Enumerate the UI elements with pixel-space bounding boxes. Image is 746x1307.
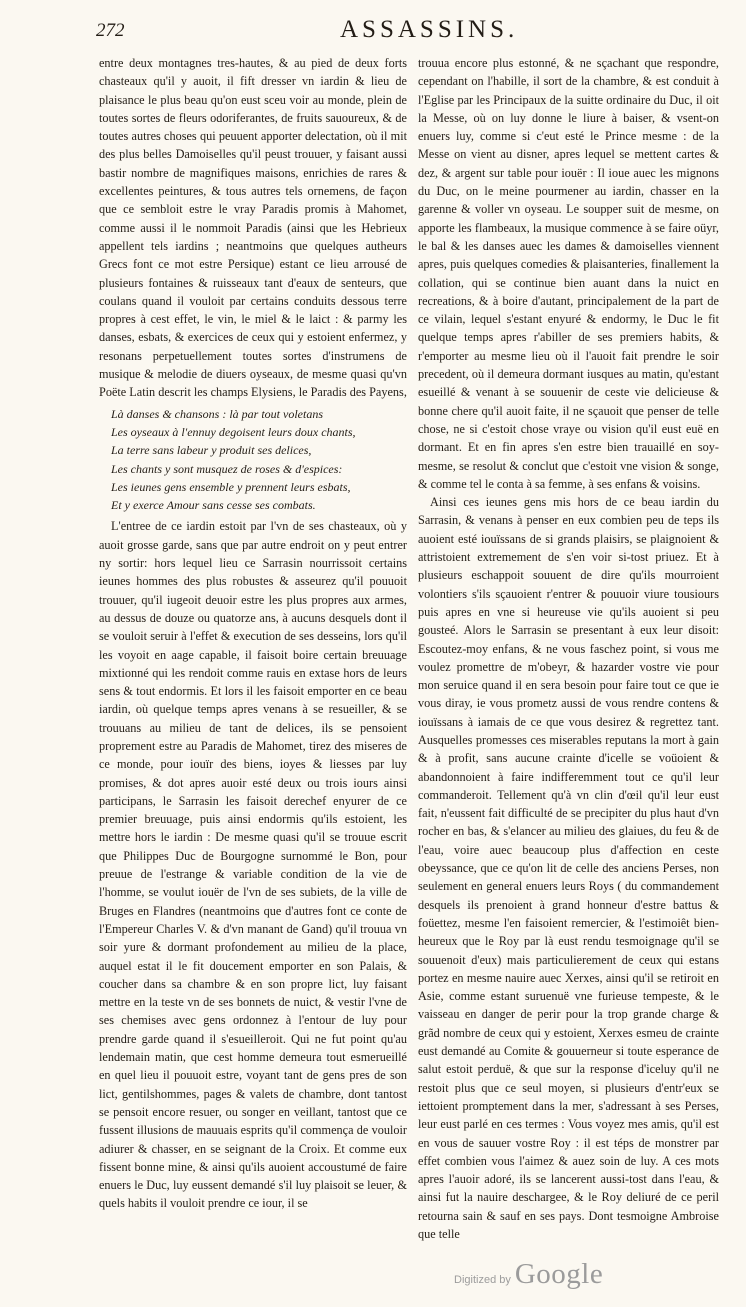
poem-line: Les chants y sont musquez de roses & d'espices: (111, 461, 343, 476)
left-paragraph-2: L'entree de ce iardin estoit par l'vn de ses chasteaux, où y auoit grosse garde, sans que par autre endroit on y peut entrer ny sortir: hors lequel lieu ce Sarrasin nourrissoit certains ieunes hommes des plus robustes & asseurez qu'il pouuoit trouuer, qu'il iugeoit deuoir estre les plus propres aux armes, au dessus de douze ou quatorze ans, à aucuns desquels dont il se vouloit seruir à l'effet & execution de ses desseins, lors qu'il les voyoit en aage capable, il faisoit boire certain breuuage mixtionné qui les rendoit comme rauis en extase hors de leurs sens & tout endormis. Et lors il les faisoit emporter en ce beau iardin, où quelque temps apres venans à se resueiller, & se trouuans au milieu de tant de delices, ils se pensoient proprement estre au Paradis de Mahomet, tirez des miseres de ce monde, pour iouïr des biens, ioyes & liesses par luy promises, & dot apres auoir esté deux ou trois iours ainsi participans, le Sarrasin les faisoit derechef enyurer de ce premier breuuage, puis ainsi endormis qu'ils estoient, les mettre hors le iardin : De mesme quasi qu'il se trouue escrit que Philippes Duc de Bourgogne surnommé le Bon, pour preuue de l'estrange & variable condition de la vie de l'homme, se voulut iouër de l'vn de ses subiets, de la ville de Bruges en Flandres (neantmoins que d'autres font ce conte de l'Empereur Charles V. & d'vn manant de Gand) qu'il trouua vn soir yure & dormant profondement au milieu de la place, auquel estat il le fit doucement emporter en son Palais, & coucher dans sa chambre & en son propre lict, luy faisant mettre en la teste vn de ses bonnets de nuict, & vestir l'vne de ses chemises avec gens ordonnez à l'entour de luy pour prendre garde quand il s'esueilleroit. Qui ne fut point qu'au lendemain matin, que cest homme demeura tout esmerueillé en quel lieu il pouuoit estre, voyant tant de gens pres de son lict, gentilshommes, pages & valets de chambre, dont tantost se pensoit encore resuer, ou songer en veillant, tantost que ce fussent illusions de mauuais esprits qu'il commença de vouloir adiurer & chasser, en se seignant de la Croix. Et comme eux fissent bonne mine, & ainsi qu'ils auoient accoustumé de faire enuers le Duc, luy eussent demandé s'il luy plaisoit se leuer, & quels habits il vouloit prendre ce iour, il se (99, 519, 407, 1211)
poem-line: Et y exerce Amour sans cesse ses combats. (111, 498, 316, 513)
page-number: 272 (96, 20, 125, 41)
poem-line: La terre sans labeur y produit ses delices, (111, 443, 312, 458)
left-column (99, 54, 407, 1224)
poem-line: Les ieunes gens ensemble y prennent leurs esbats, (111, 479, 351, 494)
right-paragraph-2: Ainsi ces ieunes gens mis hors de ce beau iardin du Sarrasin, & venans à penser en eux combien peu de teps ils auoient esté iouïssans de si grands plaisirs, se plaignoient & attristoient extremement de s'en voir si-tost priuez. Et à plusieurs eschappoit souuent de dire qu'ils mourroient volontiers s'ils sçauoient r'entrer & pouuoir viure tousiours puis apres en vne si heureuse vie qu'ils auoient si peu gousteé. Alors le Sarrasin se presentant à eux leur disoit: Escoutez-moy enfans, & ne vous faschez point, si vous me voulez promettre de m'obeyr, & hazarder vostre vie pour mon seruice quand il en sera besoin pour faire tout ce que ie vous diray, ie vous prometz aussi de vous rendre contens & iouïssans à iamais de ce que vous desirez & regrettez tant. Ausquelles promesses ces miserables reputans la mort à gain & à profit, sans aucune crainte d'icelle se voüoient & abandonnoient à faire indifferemment tout ce qu'il leur commanderoit. Tellement qu'à vn clin d'œil qu'il leur eust fait, n'eussent fait difficulté de se precipiter du plus haut d'vn rocher en bas, & s'elancer au milieu des glaiues, du feu & de l'eau, voire auec beaucoup plus d'affection en ceste obeyssance, que ce qu'on lit de celle des anciens Perses, non seulement en general enuers leurs Roys ( du commandement desquels ils prenoient à grand honneur d'estre battus & foüettez, mesme l'en faisoient remercier, & l'estimoiêt bien-heureux que le Roy par là eust rendu tesmoignage qu'il se souuenoit d'eux) mais particulierement de ceux qui estans portez en mesme nauire auec Xerxes, ainsi qu'il se retiroit en Asie, comme estant suruenuë vne furieuse tempeste, & le vaisseau en danger de perir pour la trop grande charge & grãd nombre de ceux qui y estoient, Xerxes esmeu de crainte eust demandé au Comite & gouuerneur si toute esperance de salut estoit perduë, & que sur la response d'iceluy qu'il ne restoit plus que ce seul moyen, si plusieurs d'entr'eux se iettoient promptement dans la mer, s'adressant à ses Perses, leur eust parlé en ces termes : Vous voyez mes amis, qu'il est en vous de sauuer vostre Roy : il est téps de monstrer par effet combien vous l'aimez & auez soin de luy. A ces mots apres l'auoir adoré, ils se lancerent aussi-tost dans l'eau, & ainsi fut la nauire deschargee, & le Roy deliuré de ce peril retourna sain & sauf en ses pays. Dont tesmoigne Ambroise que telle (418, 495, 719, 1241)
poem-line: Les oyseaux à l'ennuy degoisent leurs doux chants, (111, 424, 356, 439)
right-paragraph-1: trouua encore plus estonné, & ne sçachant que respondre, cependant on l'habille, il sort de la chambre, & est conduit à l'Eglise par les Principaux de la suitte ordinaire du Duc, il oit la Messe, où on luy donne le liure à baiser, & vsent-on enuers luy, comme si c'eut esté le Prince mesme : de la Messe on vient au disner, apres lequel se mettent cartes & dez, & argent sur table pour iouër : Il ioue auec les mignons du Duc, on le meine pourmener au iardin, chasser en la garenne & voller vn oyseau. Le soupper suit de mesme, on apporte les flambeaux, la musique commence à se faire oüyr, le bal & les danses auec les dames & damoiselles viennent apres, puis quelques comedies & plaisanteries, finallement la collation, qui se continue bien auant dans la nuict en recreations, & à boire d'autant, principalement de la part de ce vilain, lequel s'estant enyuré & endormy, le Duc le fit quelque temps apres r'abiller de ses premiers habits, & r'emporter au mesme lieu où il l'auoit fait prendre le soir precedent, où il demeura dormant iusques au matin, qu'estant esueillé & venant à se souuenir de ceste vie delicieuse & bonne chere qu'il auoit faite, il ne sçauoit que penser de telle chose, ne si c'estoit chose vraye ou vision qu'il eust euë en dormant. Et en fin apres s'en estre bien trauaillé en soy-mesme, se resolut & conclut que c'estoit vne vision & songe, & comme tel le conta à sa femme, à ses enfans & voisins. (418, 56, 719, 491)
watermark-prefix: Digitized by (454, 1274, 511, 1286)
google-logo: Google (514, 1258, 604, 1290)
right-column (418, 54, 719, 1241)
left-paragraph-1: entre deux montagnes tres-hautes, & au pied de deux forts chasteaux qu'il y auoit, il fift dresser vn iardin & lieu de plaisance le plus beau qu'on eust sceu voir au monde, plein de toutes sortes de fleurs odoriferantes, de fruits sauoureux, & de toutes autres choses qui peuuent apporter delectation, où il mit des plus belles Damoiselles qu'il peust trouuer, y faisant aussi bastir nombre de magnifiques maisons, enrichies de rares & excellentes peintures, & tous autres tels ornemens, de façon que ce sembloit estre le vray Paradis promis à Mahomet, comme aussi il le nommoit Paradis (ainsi que les Hebrieux appellent tels iardins ; neantmoins que quelques autheurs Grecs font ce mot estre Persique) estant ce lieu arrousé de plusieurs fontaines & ruisseaux tant d'eaux de senteurs, que coulans quand il vouloit par certains conduits dessous terre propres à cest effet, le vin, le miel & le laict : & parmy les danses, esbats, & exercices de ceux qui y estoient enfermez, y resonans perpetuellement toutes sortes d'instrumens de musique & melodie de diuers oyseaux, de mesme quasi qu'vn Poëte Latin descrit les champs Elysiens, le Paradis des Payens, (99, 56, 407, 400)
poem-quote (111, 405, 407, 515)
running-title: ASSASSINS. (340, 16, 519, 43)
poem-line: Là danses & chansons : là par tout voletans (111, 406, 323, 421)
digitized-by-watermark (454, 1258, 603, 1291)
